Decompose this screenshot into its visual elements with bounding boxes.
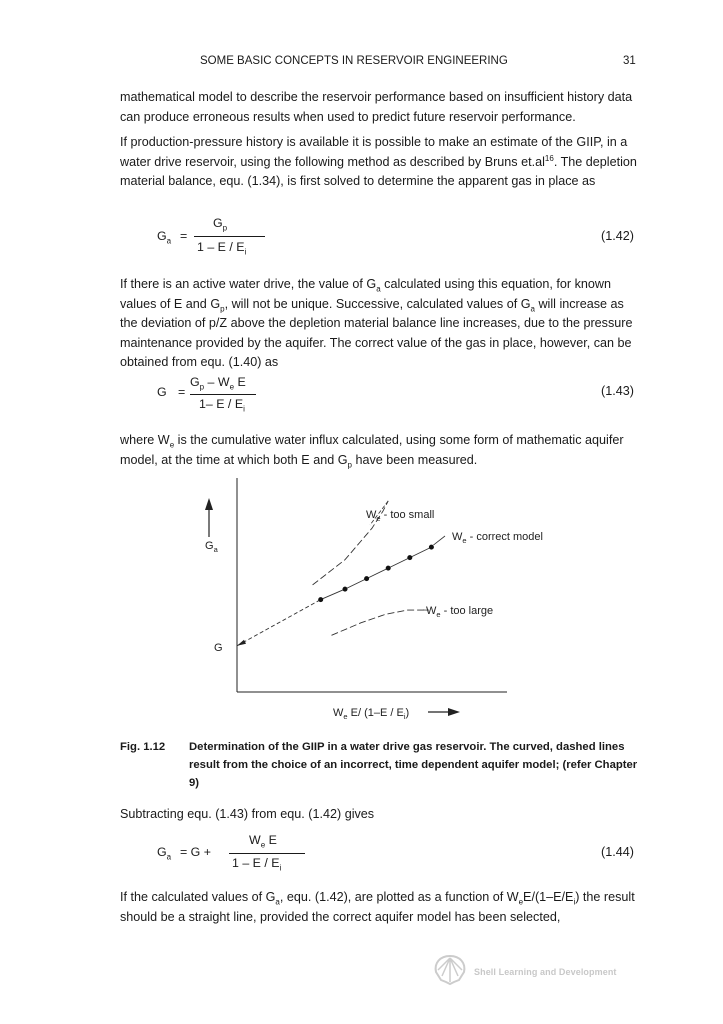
equation-number: (1.42) [601, 229, 634, 243]
chart-curves [237, 501, 445, 646]
y-arrow-head [205, 498, 213, 510]
paragraph-2: If production-pressure history is available it is possible to make an estimate of the GIIP, in a water drive reservoir, using the following method as described by Bruns $et.al^{16}$. The depletion material balance, equ. (1.34), is first solved to determine the apparent gas in place as [120, 135, 637, 188]
eq-denominator: 1 – E / $E_i$ [197, 240, 247, 257]
too-large-label: $W_e$ - too large [426, 605, 494, 619]
data-point-2 [343, 587, 348, 592]
caption-label: Fig. 1.12 [120, 741, 166, 753]
too-large-curve [332, 610, 429, 635]
paragraph-6: If the calculated values of $G_a$, equ. (1.42), are plotted as a function of $W_eE/(1-E/E_i)$ the result should be a straight line, provided the correct aquifer model has been selected, [120, 890, 635, 924]
paragraph-1: mathematical model to describe the reservoir performance based on insufficient history data can produce erroneous results when used to predict future reservoir performance. [120, 90, 633, 124]
fraction-bar [194, 236, 265, 237]
data-point-3 [364, 576, 369, 581]
fraction-bar [229, 853, 305, 854]
data-point-4 [386, 566, 391, 571]
x-arrow-head [448, 708, 460, 716]
paragraph-3: If there is an active water drive, the value of $G_a$ calculated using this equation, for known values of E and $G_p$, will not be unique. Successive, calculated values of $G_a$ will increase as the deviation of p/Z above the depletion material balance line increases, due to the pressure maintenance provided by the aquifer. The correct value of the gas in place, however, can be obtained from equ. (1.40) as [120, 277, 633, 369]
eq-lhs: $G_a$ [157, 845, 172, 862]
eq-lhs: $G_a$ [157, 229, 172, 246]
eq-denominator: 1 – E / $E_i$ [232, 856, 282, 873]
intercept-arrow-head [237, 640, 246, 646]
data-point-5 [407, 555, 412, 560]
footer-text: Shell Learning and Development [474, 967, 617, 977]
chart-axes [205, 478, 507, 716]
chart-labels [205, 509, 543, 721]
data-point-6 [429, 545, 434, 550]
eq-equals: = [180, 229, 188, 243]
eq-numerator: $G_p$ [213, 216, 228, 233]
eq-equals: = [178, 385, 186, 399]
eq-lhs: G [157, 385, 167, 399]
eq-numerator: $W_e$ E [249, 833, 277, 850]
correct-model-label: $W_e$ - correct model [452, 531, 543, 545]
fraction-bar [190, 394, 256, 395]
correct-model-leader [433, 536, 445, 545]
x-axis-label: $W_e$ E/ $(1-E / E_i)$ [333, 707, 410, 721]
paragraph-5: Subtracting equ. (1.43) from equ. (1.42) gives [120, 807, 375, 821]
equation-number: (1.44) [601, 845, 634, 859]
giip-chart [0, 470, 723, 725]
paragraph-4: where $W_e$ is the cumulative water influx calculated, using some form of mathematic aquifer model, at the time at which both E and $G_p$ have been measured. [120, 433, 624, 470]
shell-logo-icon [433, 954, 467, 986]
data-point-1 [318, 597, 323, 602]
too-small-label: $W_e$ - too small [366, 509, 435, 523]
eq-numerator: $G_p - W_e$ E [190, 375, 246, 392]
header-title: SOME BASIC CONCEPTS IN RESERVOIR ENGINEERING [200, 55, 508, 67]
running-header [0, 55, 723, 71]
caption-text: Determination of the GIIP in a water drive gas reservoir. The curved, dashed lines result from the choice of an incorrect, time dependent aquifer model; (refer Chapter 9) [189, 741, 638, 789]
eq-rhs-prefix: = G + [180, 845, 211, 859]
intercept-label: G [214, 642, 223, 654]
eq-denominator: 1– E / $E_i$ [199, 397, 245, 414]
y-axis-label: $G_a$ [205, 540, 218, 554]
correct-model-line [321, 547, 432, 600]
equation-number: (1.43) [601, 384, 634, 398]
page-number: 31 [623, 55, 636, 67]
reference-superscript: 16 [544, 153, 554, 163]
extrapolation-line [237, 600, 321, 646]
